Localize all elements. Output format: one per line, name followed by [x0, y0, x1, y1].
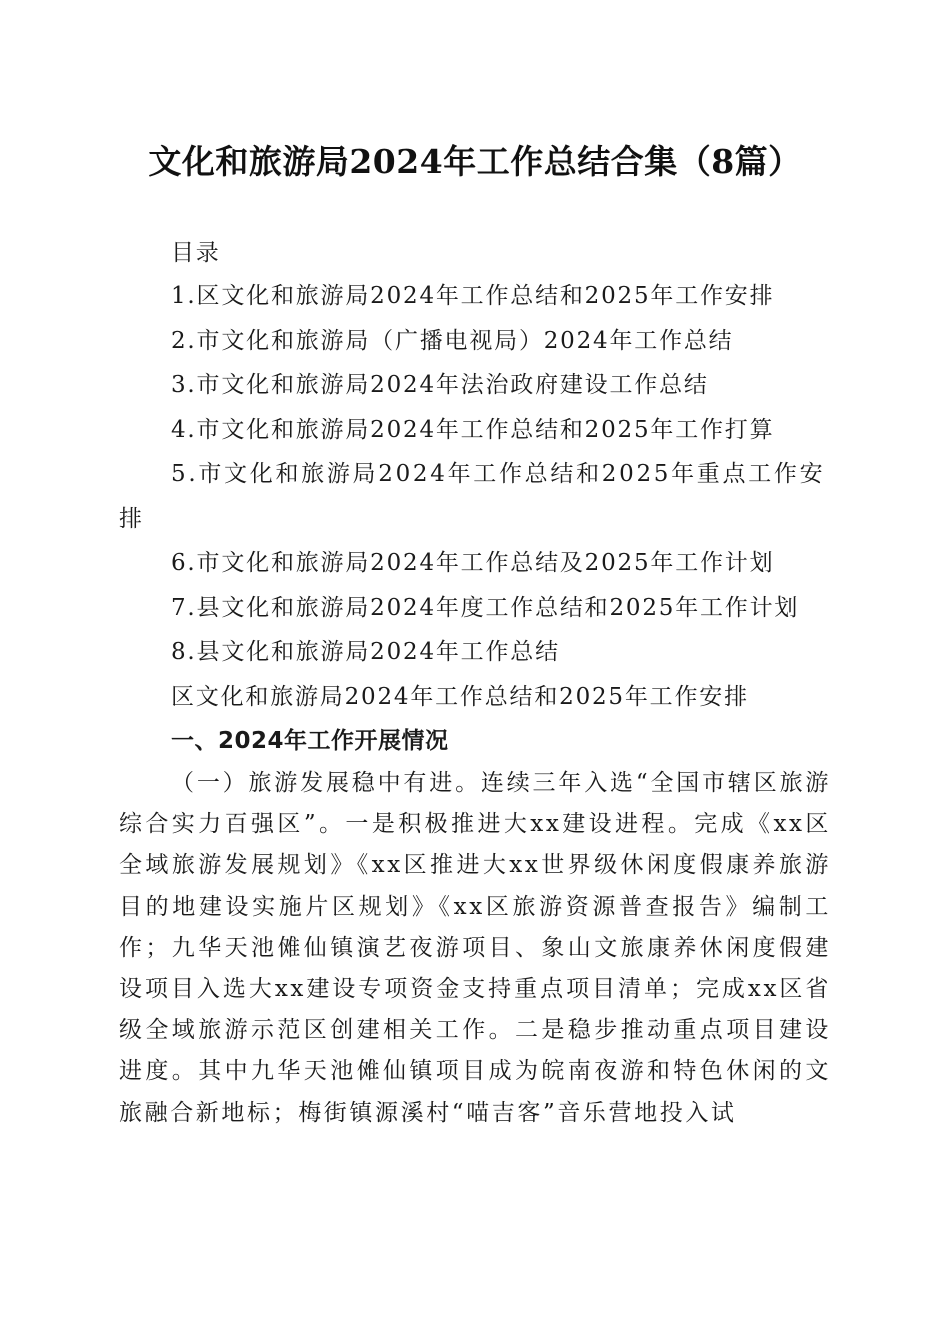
toc-item: 3.市文化和旅游局2024年法治政府建设工作总结 [171, 372, 709, 398]
toc-item: 1.区文化和旅游局2024年工作总结和2025年工作安排 [171, 283, 775, 309]
toc-heading: 目录 [171, 240, 221, 266]
toc-item: 5.市文化和旅游局2024年工作总结和2025年重点工作安排 [119, 461, 826, 532]
document-title: 文化和旅游局2024年工作总结合集（8篇） [148, 142, 802, 181]
toc-item: 4.市文化和旅游局2024年工作总结和2025年工作打算 [171, 416, 775, 443]
toc-item: 2.市文化和旅游局（广播电视局）2024年工作总结 [171, 327, 734, 354]
section-heading: 一、2024年工作开展情况 [171, 728, 449, 754]
toc-item: 6.市文化和旅游局2024年工作总结及2025年工作计划 [171, 550, 775, 576]
article-title: 区文化和旅游局2024年工作总结和2025年工作安排 [171, 683, 749, 710]
document-body [119, 232, 831, 1134]
toc-item: 7.县文化和旅游局2024年度工作总结和2025年工作计划 [171, 594, 800, 621]
body-paragraph: （一）旅游发展稳中有进。连续三年入选“全国市辖区旅游综合实力百强区”。一是积极推进大xx建设进程。完成《xx区全域旅游发展规划》《xx区推进大xx世界级休闲度假康养旅游目的地建设实施片区规划》《xx区旅游资源普查报告》编制工作；九华天池傩仙镇演艺夜游项目、象山文旅康养休闲度假建设项目入选大xx建设专项资金支持重点项目清单；完成xx区省级全域旅游示范区创建相关工作。二是稳步推动重点项目建设进度。其中九华天池傩仙镇项目成为皖南夜游和特色休闲的文旅融合新地标；梅街镇源溪村“喵吉客”音乐营地投入试 [119, 770, 831, 1126]
toc-item: 8.县文化和旅游局2024年工作总结 [171, 639, 560, 665]
